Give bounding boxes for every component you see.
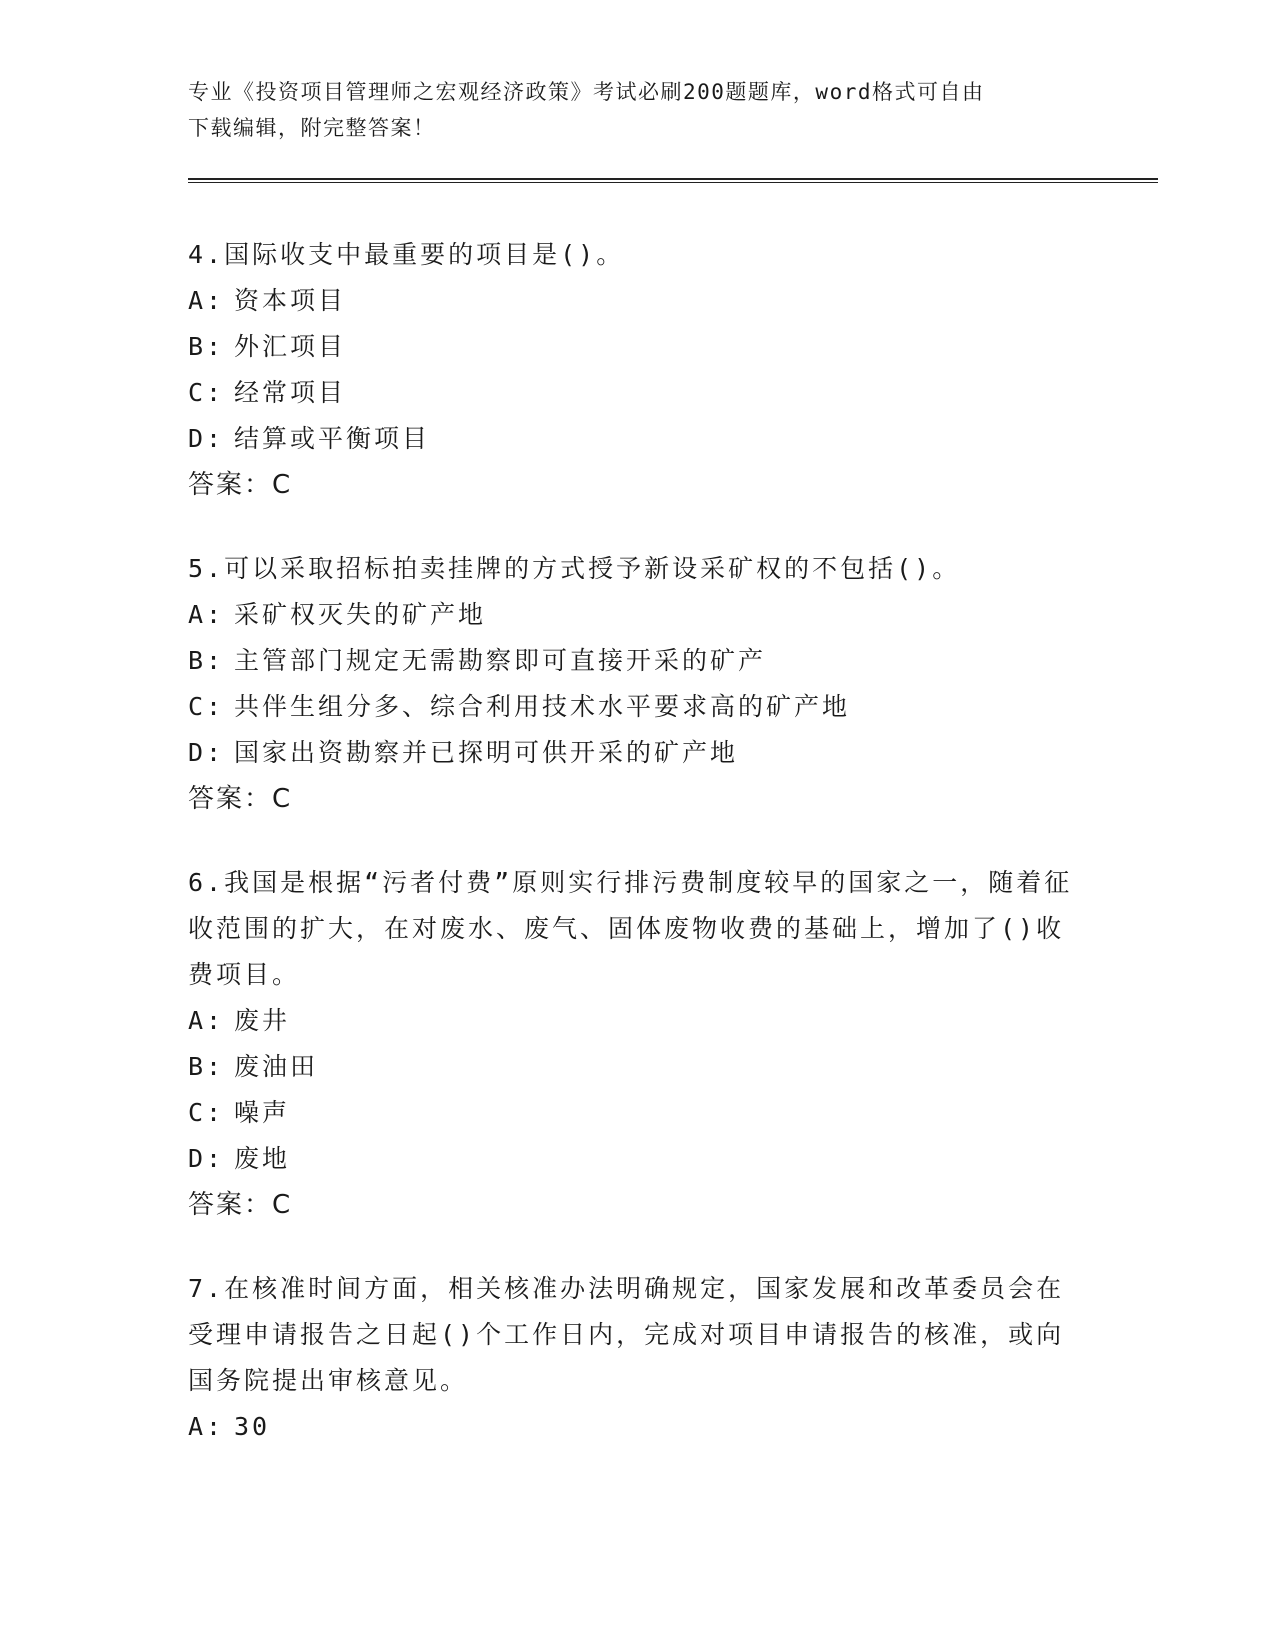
question-5 xyxy=(188,546,1088,822)
answer-line: 答案：C xyxy=(188,470,293,500)
option-a xyxy=(188,278,1088,324)
option-letter: D: xyxy=(188,424,225,453)
option-c xyxy=(188,684,1088,730)
option-letter: A: xyxy=(188,600,225,629)
question-text: 5.可以采取招标拍卖挂牌的方式授予新设采矿权的不包括()。 xyxy=(188,554,961,583)
question-text: 7.在核准时间方面，相关核准办法明确规定，国家发展和改革委员会在受理申请报告之日起()个工作日内，完成对项目申请报告的核准，或向国务院提出审核意见。 xyxy=(188,1274,1065,1395)
option-letter: A: xyxy=(188,286,225,315)
option-c xyxy=(188,370,1088,416)
option-a xyxy=(188,592,1088,638)
option-text: 外汇项目 xyxy=(234,332,347,361)
option-b xyxy=(188,638,1088,684)
option-text: 经常项目 xyxy=(234,378,347,407)
option-text: 废油田 xyxy=(234,1052,319,1081)
option-letter: B: xyxy=(188,646,225,675)
document-header xyxy=(188,74,1068,146)
question-7 xyxy=(188,1266,1088,1450)
option-d xyxy=(188,416,1088,462)
header-line-1: 专业《投资项目管理师之宏观经济政策》考试必刷200题题库，word格式可自由 xyxy=(188,80,985,104)
option-a xyxy=(188,998,1088,1044)
header-line-2: 下载编辑，附完整答案！ xyxy=(188,116,436,140)
option-a xyxy=(188,1404,1088,1450)
option-text: 废井 xyxy=(234,1006,291,1035)
option-c xyxy=(188,1090,1088,1136)
option-text: 结算或平衡项目 xyxy=(234,424,431,453)
option-d xyxy=(188,730,1088,776)
option-text: 主管部门规定无需勘察即可直接开采的矿产 xyxy=(234,646,767,675)
option-text: 国家出资勘察并已探明可供开采的矿产地 xyxy=(234,738,739,767)
question-text: 4.国际收支中最重要的项目是()。 xyxy=(188,240,625,269)
option-text: 采矿权灭失的矿产地 xyxy=(234,600,487,629)
answer-line: 答案：C xyxy=(188,784,293,814)
option-letter: C: xyxy=(188,692,225,721)
header-divider xyxy=(188,178,1158,183)
option-text: 噪声 xyxy=(234,1098,291,1127)
option-text: 资本项目 xyxy=(234,286,347,315)
question-6 xyxy=(188,860,1088,1228)
option-letter: D: xyxy=(188,738,225,767)
option-text: 30 xyxy=(234,1412,271,1441)
option-d xyxy=(188,1136,1088,1182)
question-4 xyxy=(188,232,1088,508)
option-letter: D: xyxy=(188,1144,225,1173)
question-text: 6.我国是根据“污者付费”原则实行排污费制度较早的国家之一，随着征收范围的扩大，在对废水、废气、固体废物收费的基础上，增加了()收费项目。 xyxy=(188,868,1073,989)
option-text: 废地 xyxy=(234,1144,291,1173)
option-text: 共伴生组分多、综合利用技术水平要求高的矿产地 xyxy=(234,692,851,721)
option-letter: B: xyxy=(188,332,225,361)
option-letter: C: xyxy=(188,378,225,407)
option-b xyxy=(188,1044,1088,1090)
option-letter: B: xyxy=(188,1052,225,1081)
option-b xyxy=(188,324,1088,370)
answer-line: 答案：C xyxy=(188,1190,293,1220)
option-letter: C: xyxy=(188,1098,225,1127)
question-list xyxy=(188,232,1088,1488)
option-letter: A: xyxy=(188,1412,225,1441)
option-letter: A: xyxy=(188,1006,225,1035)
